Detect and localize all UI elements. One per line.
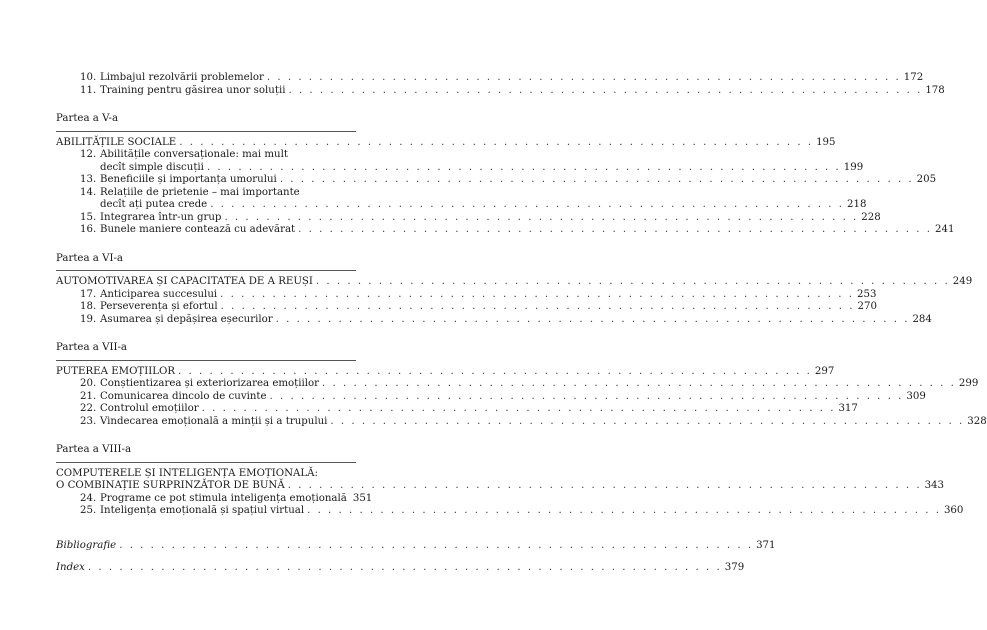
leader-dots: . . . . . . . . . . . . . . . . . . . . . . . . . . . . . . . . . . . . . . . . . . . . . . . . . . . . . . . . . . . . . bbox=[287, 480, 922, 491]
leader-dots: . . . . . . . . . . . . . . . . . . . . . . . . . . . . . . . . . . . . . . . . . . . . . . . . . . . . . . . . . . . . . bbox=[119, 539, 754, 551]
entry-page: 351 bbox=[352, 492, 373, 504]
toc-entry bbox=[56, 390, 926, 404]
toc-entry bbox=[56, 174, 937, 187]
part-page: 343 bbox=[924, 480, 945, 491]
entry-page: 284 bbox=[912, 313, 932, 325]
entry-number: 11. bbox=[80, 84, 97, 96]
leader-dots: . . . . . . . . . . . . . . . . . . . . . . . . . . . . . . . . . . . . . . . . . . . . . . . . . . . . . . . . . . . . . bbox=[178, 365, 812, 377]
part-title-row bbox=[56, 365, 835, 379]
part-7 bbox=[56, 342, 987, 428]
entry-page: 228 bbox=[861, 211, 881, 223]
part-title-row bbox=[56, 136, 836, 150]
section-rule bbox=[56, 131, 356, 132]
entry-page: 328 bbox=[967, 415, 987, 427]
part-title: ABILITĂȚILE SOCIALE bbox=[56, 136, 177, 148]
leader-dots: . . . . . . . . . . . . . . . . . . . . . . . . . . . . . . . . . . . . . . . . . . . . . . . . . . . . . . . . . . . . . bbox=[201, 403, 836, 414]
toc-entry bbox=[56, 72, 924, 85]
part-6 bbox=[56, 252, 973, 327]
leader-dots: . . . . . . . . . . . . . . . . . . . . . . . . . . . . . . . . . . . . . . . . . . . . . . . . . . . . . . . . . . . . . bbox=[275, 313, 910, 325]
entry-page: 299 bbox=[958, 378, 979, 389]
entry-title: Integrarea într-un grup bbox=[100, 211, 222, 223]
entry-number: 23. bbox=[80, 415, 97, 427]
entry-number: 14. bbox=[80, 186, 97, 198]
entry-number: 16. bbox=[80, 224, 97, 235]
leader-dots: . . . . . . . . . . . . . . . . . . . . . . . . . . . . . . . . . . . . . . . . . . . . . . . . . . . . . . . . . . . . . bbox=[220, 288, 854, 300]
toc-entry bbox=[56, 288, 877, 302]
entry-page: 317 bbox=[838, 403, 858, 414]
entry-title: Asumarea și depășirea eșecurilor bbox=[100, 313, 273, 325]
entry-title-cont: decît ați putea crede bbox=[100, 199, 208, 210]
toc-entry-index bbox=[56, 562, 745, 575]
toc-entry bbox=[56, 505, 964, 518]
part-page: 297 bbox=[814, 365, 835, 377]
entry-number: 15. bbox=[80, 211, 97, 223]
entry-title-cont: decît simple discuții bbox=[100, 161, 204, 173]
section-rule bbox=[56, 270, 356, 271]
part-label: Partea a VI-a bbox=[56, 252, 123, 264]
leader-dots: . . . . . . . . . . . . . . . . . . . . . . . . . . . . . . . . . . . . . . . . . . . . . . . . . . . . . . . . . . . . . bbox=[288, 84, 923, 96]
toc-entry bbox=[56, 415, 987, 429]
entry-page: 218 bbox=[847, 199, 867, 210]
leader-dots: . . . . . . . . . . . . . . . . . . . . . . . . . . . . . . . . . . . . . . . . . . . . . . . . . . . . . . . . . . . . . bbox=[87, 562, 722, 573]
leader-dots: . . . . . . . . . . . . . . . . . . . . . . . . . . . . . . . . . . . . . . . . . . . . . . . . . . . . . . . . . . . . . bbox=[266, 72, 901, 83]
entry-title: Bibliografie bbox=[56, 539, 117, 551]
entry-page: 371 bbox=[756, 539, 776, 551]
entry-number: 25. bbox=[80, 505, 97, 516]
toc-entry-bibliography bbox=[56, 539, 776, 553]
leader-dots: . . . . . . . . . . . . . . . . . . . . . . . . . . . . . . . . . . . . . . . . . . . . . . . . . . . . . . . . . . . . . bbox=[322, 378, 956, 389]
toc-entry bbox=[56, 301, 877, 314]
entry-number: 19. bbox=[80, 313, 97, 325]
entry-page: 241 bbox=[935, 224, 955, 235]
part-label: Partea a VIII-a bbox=[56, 444, 132, 455]
toc-entry bbox=[56, 313, 932, 327]
entry-page: 309 bbox=[906, 390, 926, 402]
entry-title: Abilitățile conversaționale: mai mult bbox=[100, 149, 288, 160]
entry-title: Beneficiile și importanța umorului bbox=[100, 174, 277, 185]
entry-page: 199 bbox=[843, 161, 864, 173]
leader-dots: . . . . . . . . . . . . . . . . . . . . . . . . . . . . . . . . . . . . . . . . . . . . . . . . . . . . . . . . . . . . . bbox=[279, 174, 914, 185]
entry-title: Training pentru găsirea unor soluții bbox=[100, 84, 286, 96]
part-label: Partea a V-a bbox=[56, 113, 119, 124]
toc-entry-continued bbox=[56, 199, 867, 212]
leader-dots: . . . . . . . . . . . . . . . . . . . . . . . . . . . . . . . . . . . . . . . . . . . . . . . . . . . . . . . . . . . . . bbox=[315, 276, 950, 287]
entry-page: 379 bbox=[724, 562, 745, 573]
entry-number: 10. bbox=[80, 72, 97, 83]
part-title: AUTOMOTIVAREA ȘI CAPACITATEA DE A REUȘI bbox=[56, 276, 313, 287]
toc-entry-continued bbox=[56, 161, 864, 175]
entry-number: 22. bbox=[80, 403, 97, 414]
leader-dots: . . . . . . . . . . . . . . . . . . . . . . . . . . . . . . . . . . . . . . . . . . . . . . . . . . . . . . . . . . . . . bbox=[206, 161, 841, 173]
toc-entry bbox=[56, 149, 356, 162]
leader-dots: . . . . . . . . . . . . . . . . . . . . . . . . . . . . . . . . . . . . . . . . . . . . . . . . . . . . . . . . . . . . . bbox=[307, 505, 941, 516]
part-title: PUTEREA EMOȚIILOR bbox=[56, 365, 176, 377]
part-title-row bbox=[56, 276, 973, 289]
leader-dots: . . . . . . . . . . . . . . . . . . . . . . . . . . . . . . . . . . . . . . . . . . . . . . . . . . . . . . . . . . . . . bbox=[220, 301, 855, 312]
entry-page: 360 bbox=[943, 505, 964, 516]
toc-entry bbox=[56, 378, 979, 391]
entry-title: Programe ce pot stimula inteligența emoțională bbox=[100, 492, 347, 504]
spacer bbox=[56, 552, 356, 562]
entry-number: 20. bbox=[80, 378, 97, 389]
leader-dots: . . . . . . . . . . . . . . . . . . . . . . . . . . . . . . . . . . . . . . . . . . . . . . . . . . . . . . . . . . . . . bbox=[210, 199, 845, 210]
leader-dots: . . . . . . . . . . . . . . . . . . . . . . . . . . . . . . . . . . . . . . . . . . . . . . . . . . . . . . . . . . . . . bbox=[179, 136, 814, 148]
entry-title: Bunele maniere contează cu adevărat bbox=[100, 224, 296, 235]
entry-title: Index bbox=[56, 562, 85, 573]
entry-page: 172 bbox=[903, 72, 924, 83]
entry-title: Anticiparea succesului bbox=[100, 288, 218, 300]
leader-dots: . . . . . . . . . . . . . . . . . . . . . . . . . . . . . . . . . . . . . . . . . . . . . . . . . . . . . . . . . . . . . bbox=[330, 415, 965, 427]
entry-title: Relațiile de prietenie – mai importante bbox=[100, 186, 300, 198]
entry-title: Conștientizarea și exteriorizarea emoțiilor bbox=[100, 378, 320, 389]
part-label: Partea a VII-a bbox=[56, 342, 128, 353]
table-of-contents bbox=[56, 72, 987, 575]
part-5 bbox=[56, 113, 955, 237]
leader-dots: . . . . . . . . . . . . . . . . . . . . . . . . . . . . . . . . . . . . . . . . . . . . . . . . . . . . . . . . . . . . . bbox=[298, 224, 932, 235]
toc-entry bbox=[56, 224, 955, 237]
part-title-row bbox=[56, 480, 945, 493]
entry-page: 270 bbox=[857, 301, 877, 312]
part-page: 195 bbox=[816, 136, 836, 148]
part-page: 249 bbox=[952, 276, 973, 287]
toc-entry bbox=[56, 211, 881, 225]
entry-number: 12. bbox=[80, 149, 97, 160]
back-matter bbox=[56, 539, 776, 575]
entry-title: Perseverența și efortul bbox=[100, 301, 218, 312]
entry-number: 24. bbox=[80, 492, 97, 504]
toc-entry bbox=[56, 403, 858, 416]
leader-dots: . . . . . . . . . . . . . . . . . . . . . . . . . . . . . . . . . . . . . . . . . . . . . . . . . . . . . . . . . . . . . bbox=[269, 390, 904, 402]
entry-number: 13. bbox=[80, 174, 97, 185]
entry-title: Vindecarea emoțională a minții și a trupului bbox=[100, 415, 328, 427]
part-title: COMPUTERELE ȘI INTELIGENȚA EMOȚIONALĂ: bbox=[56, 467, 318, 479]
part-title-cont: O COMBINAȚIE SURPRINZĂTOR DE BUNĂ bbox=[56, 480, 285, 491]
entry-title: Controlul emoțiilor bbox=[100, 403, 199, 414]
entry-page: 178 bbox=[925, 84, 945, 96]
section-rule bbox=[56, 462, 356, 463]
part-8 bbox=[56, 444, 964, 518]
part-title-line-1 bbox=[56, 468, 356, 481]
toc-entry bbox=[56, 492, 373, 506]
leader-dots: . . . . . . . . . . . . . . . . . . . . . . . . . . . . . . . . . . . . . . . . . . . . . . . . . . . . . . . . . . . . . bbox=[224, 211, 859, 223]
entry-title: Inteligența emoțională și spațiul virtual bbox=[100, 505, 305, 516]
entry-title: Limbajul rezolvării problemelor bbox=[100, 72, 264, 83]
section-rule bbox=[56, 360, 356, 361]
toc-entry bbox=[56, 187, 356, 200]
entry-page: 253 bbox=[856, 288, 877, 300]
entry-number: 18. bbox=[80, 301, 97, 312]
toc-entry bbox=[56, 84, 945, 98]
entry-page: 205 bbox=[916, 174, 937, 185]
entry-number: 21. bbox=[80, 390, 97, 402]
entry-title: Comunicarea dincolo de cuvinte bbox=[100, 390, 267, 402]
entry-number: 17. bbox=[80, 288, 97, 300]
